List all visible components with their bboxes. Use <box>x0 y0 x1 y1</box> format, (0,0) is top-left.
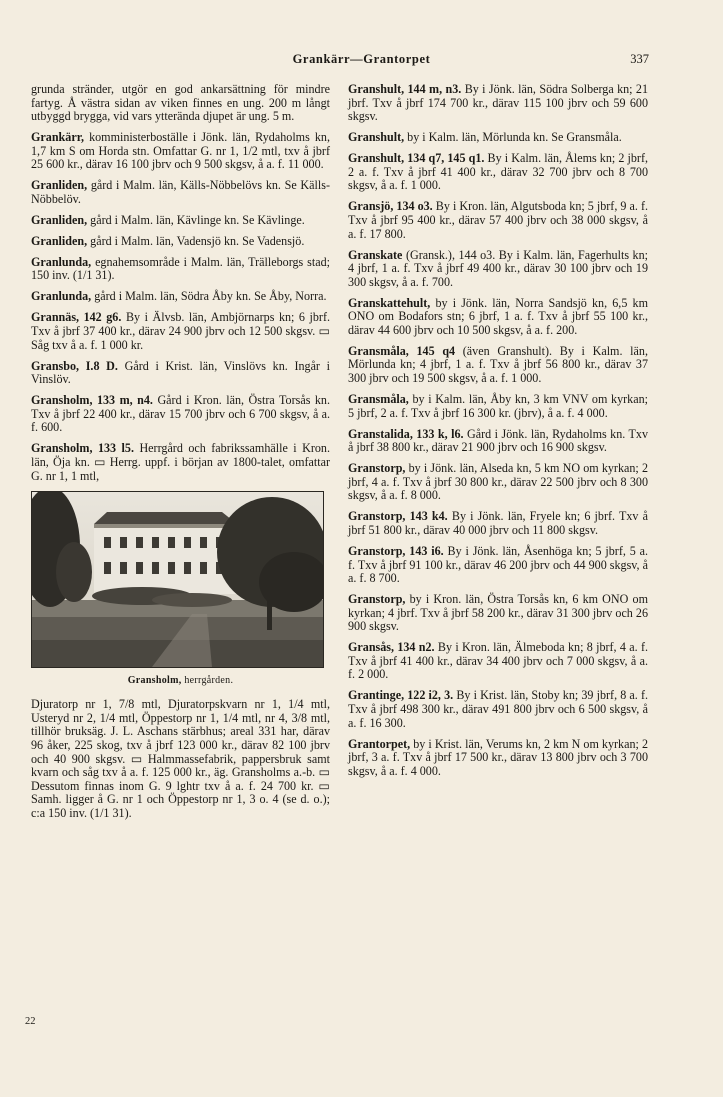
entry-text: komministerboställe i Jönk. län, Rydaholms kn, 1,7 km S om Horda stn. Omfattar G. nr 1, 1/2 mtl, txv å jbrf 25 600 kr., därav 16 100 jbrv och 9 500 skgsv, å a. f. 11 000. <box>31 130 330 172</box>
entry-text: by i Kron. län, Östra Torsås kn, 6 km ONO om kyrkan; 4 jbrf. Txv å jbrf 58 200 kr., därav 31 300 jbrv och 26 900 skgsv. <box>348 592 648 634</box>
right-entries <box>348 83 648 778</box>
dictionary-entry <box>348 738 648 779</box>
page-number: 337 <box>630 52 649 66</box>
entry-headword: Gransås, 134 n2. <box>348 640 435 655</box>
left-column <box>31 83 330 828</box>
entry-text: by i Kalm. län, Mörlunda kn. Se Gransmåla. <box>407 130 622 145</box>
entry-headword: Grantinge, 122 i2, 3. <box>348 688 454 703</box>
entry-text: Djuratorp nr 1, 7/8 mtl, Djuratorpskvarn nr 1, 1/4 mtl, Usteryd nr 2, 1/4 mtl, Öppestorp nr 1, 1/4 mtl, nr 4, 3/8 mtl, tillhör bruksäg. J. L. Aschans stärbhus; areal 331 har, därav 96 åker, 225 skog, txv å jbrf 123 000 kr., därav 82 100 jbrv och 40 900 skgsv. ▭ Halmmassefabrik, pappersbruk samt kvarn och såg txv å a. f. 125 000 kr., äg. Gransholms a.-b. ▭ Dessutom finnas inom G. 9 lghtr txv å a. f. 24 700 kr. ▭ Samh. ligger å G. nr 1 och Öppestorp nr 1, 3 o. 4 (se d. o.); c:a 150 inv. (1/1 31). <box>31 697 330 820</box>
dictionary-entry <box>31 256 330 283</box>
entry-headword: Gransmåla, <box>348 392 409 407</box>
entry-text: egnahemsområde i Malm. län, Trälleborgs stad; 150 inv. (1/1 31). <box>31 254 330 283</box>
entry-headword: Granshult, 134 q7, 145 q1. <box>348 151 485 166</box>
entry-headword: Grantorpet, <box>348 736 411 751</box>
dictionary-entry <box>348 462 648 503</box>
dictionary-entry <box>348 249 648 290</box>
entry-text: gård i Malm. län, Vadensjö kn. Se Vadensjö. <box>90 233 305 248</box>
entry-headword: Granlunda, <box>31 289 92 304</box>
dictionary-entry <box>31 698 330 820</box>
dictionary-entry <box>348 428 648 455</box>
entry-headword: Granlunda, <box>31 254 92 269</box>
dictionary-entry <box>31 290 330 304</box>
left-entries-bottom <box>31 698 330 820</box>
entry-headword: Grannäs, 142 g6. <box>31 310 122 325</box>
entry-text: (även Granshult). By i Kalm. län, Mörlunda kn; 4 jbrf, 1 a. f. Txv å jbrf 56 800 kr., därav 37 300 jbrv och 19 500 skgsv, å a. f. 1 000. <box>348 343 648 386</box>
dictionary-entry <box>348 83 648 124</box>
entry-headword: Granstorp, <box>348 592 406 607</box>
dictionary-entry <box>31 83 330 124</box>
entry-text: Gård i Kron. län, Östra Torsås kn. Txv å jbrf 22 400 kr., därav 15 700 jbrv och 6 700 skgsv, å a. f. 600. <box>31 393 330 435</box>
entry-text: grunda stränder, utgör en god ankarsättning för mindre fartyg. Å västra sidan av viken finnes en ung. 200 m långt utbyggd brygga, vid vars ytterända djupet är ung. 5 m. <box>31 82 330 124</box>
running-head <box>0 52 723 70</box>
entry-headword: Granstorp, 143 k4. <box>348 509 448 524</box>
dictionary-entry <box>31 235 330 249</box>
entry-headword: Gransmåla, 145 q4 <box>348 343 456 358</box>
entry-text: By i Kron. län, Algutsboda kn; 5 jbrf, 9 a. f. Txv å jbrf 95 400 kr., därav 57 400 jbrv och 38 000 skgsv, å a. f. 17 800. <box>348 199 648 241</box>
entry-text: by i Krist. län, Verums kn, 2 km N om kyrkan; 2 jbrf, 3 a. f. Txv å jbrf 17 500 kr., därav 13 800 jbrv och 3 700 skgsv, å a. f. 4 000. <box>348 736 648 778</box>
entry-text: Herrgård och fabrikssamhälle i Kron. län, Öja kn. ▭ Herrg. uppf. i början av 1800-talet, omfattar G. nr 1, 1 mtl, <box>31 441 330 483</box>
gransholm-photo <box>31 491 324 668</box>
entry-text: (Gransk.), 144 o3. By i Kalm. län, Fagerhults kn; 4 jbrf, 1 a. f. Txv å jbrf 49 400 kr., därav 30 100 jbrv och 19 300 skgsv, å a. f. 700. <box>348 247 648 289</box>
dictionary-entry <box>31 360 330 387</box>
dictionary-entry <box>348 393 648 420</box>
entry-headword: Gransjö, 134 o3. <box>348 199 433 214</box>
entry-text: by i Jönk. län, Norra Sandsjö kn, 6,5 km ONO om Bodafors stn; 6 jbrf, 1 a. f. Txv å jbrf 55 100 kr., därav 44 600 jbrv och 10 500 skgsv, å a. f. 200. <box>348 295 648 337</box>
entry-headword: Granskattehult, <box>348 295 431 310</box>
entry-text: By i Kron. län, Älmeboda kn; 8 jbrf, 4 a. f. Txv å jbrf 41 400 kr., därav 34 400 jbrv och 7 000 skgsv, å a. f. 2 000. <box>348 640 648 682</box>
entry-text: By i Jönk. län, Åsenhöga kn; 5 jbrf, 5 a. f. Txv å jbrf 91 100 kr., därav 46 200 jbrv och 44 900 skgsv, å a. f. 8 700. <box>348 543 648 586</box>
dictionary-entry <box>348 593 648 634</box>
dictionary-entry <box>348 297 648 338</box>
dictionary-entry <box>31 442 330 483</box>
photo-caption: Gransholm, herrgården. <box>127 674 234 686</box>
entry-headword: Granliden, <box>31 233 88 248</box>
entry-text: Gård i Krist. län, Vinslövs kn. Ingår i Vinslöv. <box>31 358 330 387</box>
entry-text: By i Jönk. län, Fryele kn; 6 jbrf. Txv å jbrf 51 800 kr., därav 40 000 jbrv och 11 800 skgsv. <box>348 509 648 537</box>
entry-headword: Granstalida, 133 k, l6. <box>348 426 464 441</box>
entry-text: by i Kalm. län, Åby kn, 3 km VNV om kyrkan; 5 jbrf, 2 a. f. Txv å jbrf 16 300 kr. (jbrv), å a. f. 4 000. <box>348 392 649 420</box>
entry-headword: Granshult, 144 m, n3. <box>348 82 462 96</box>
dictionary-entry <box>348 689 648 730</box>
dictionary-entry <box>31 214 330 228</box>
dictionary-entry <box>348 200 648 241</box>
entry-text: By i Älvsb. län, Ambjörnarps kn; 6 jbrf. Txv å jbrf 37 400 kr., därav 24 900 jbrv och 12 500 skgsv. ▭ Såg txv å a. f. 1 000 kr. <box>31 310 331 352</box>
entry-text: gård i Malm. län, Kävlinge kn. Se Kävlinge. <box>90 212 305 227</box>
entry-text: by i Jönk. län, Alseda kn, 5 km NO om kyrkan; 2 jbrf, 4 a. f. Txv å jbrf 30 800 kr., därav 22 500 jbrv och 8 300 skgsv, å a. f. 8 000. <box>348 461 648 503</box>
dictionary-entry <box>31 311 330 352</box>
dictionary-entry <box>348 131 648 145</box>
right-column <box>348 83 648 786</box>
entry-headword: Granliden, <box>31 178 88 193</box>
entry-headword: Granstorp, 143 i6. <box>348 543 444 558</box>
entry-headword: Granliden, <box>31 212 88 227</box>
dictionary-entry <box>348 641 648 682</box>
entry-headword: Granshult, <box>348 130 405 145</box>
entry-text: By i Kalm. län, Ålems kn; 2 jbrf, 2 a. f. Txv å jbrf 41 400 kr., därav 32 700 jbrv och 8 700 skgsv, å a. f. 1 000. <box>348 151 648 193</box>
entry-text: By i Jönk. län, Södra Solberga kn; 21 jbrf. Txv å jbrf 174 700 kr., därav 115 100 jbrv och 59 600 skgsv. <box>348 82 649 124</box>
dictionary-entry <box>348 152 648 193</box>
dictionary-entry <box>348 345 648 386</box>
page-title: Grankärr—Grantorpet <box>292 52 431 66</box>
entry-text: gård i Malm. län, Södra Åby kn. Se Åby, Norra. <box>94 289 327 304</box>
entry-headword: Granstorp, <box>348 461 406 476</box>
dictionary-entry <box>31 394 330 435</box>
entry-headword: Gransholm, 133 m, n4. <box>31 393 153 408</box>
left-entries-top <box>31 83 330 483</box>
entry-headword: Gransbo, I.8 D. <box>31 358 118 373</box>
dictionary-entry <box>348 510 648 537</box>
dictionary-entry <box>31 179 330 206</box>
entry-headword: Grankärr, <box>31 130 84 145</box>
dictionary-entry <box>348 545 648 586</box>
dictionary-entry <box>31 131 330 172</box>
entry-headword: Granskate <box>348 247 403 262</box>
signature-mark: 22 <box>25 1016 36 1027</box>
entry-text: gård i Malm. län, Källs-Nöbbelövs kn. Se Källs-Nöbbelöv. <box>31 178 330 206</box>
entry-text: Gård i Jönk. län, Rydaholms kn. Txv å jbrf 38 800 kr., därav 21 900 jbrv och 16 900 skgsv. <box>348 426 648 455</box>
entry-headword: Gransholm, 133 l5. <box>31 441 134 456</box>
entry-text: By i Krist. län, Stoby kn; 39 jbrf, 8 a. f. Txv å jbrf 498 300 kr., därav 491 800 jbrv och 6 500 skgsv, å a. f. 16 300. <box>348 688 649 730</box>
